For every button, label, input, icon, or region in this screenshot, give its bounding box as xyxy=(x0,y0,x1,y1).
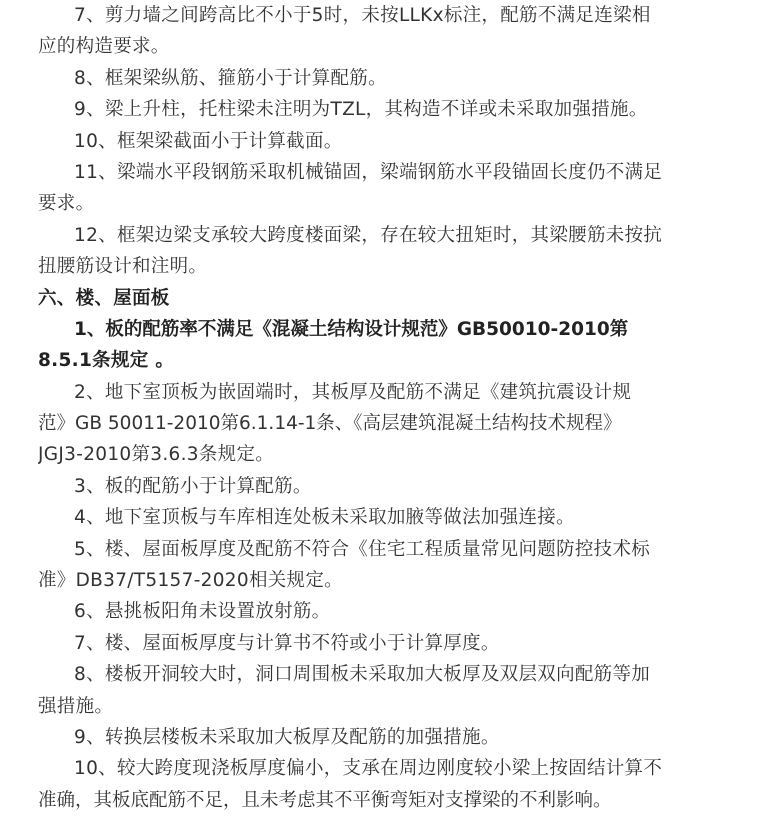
text-line-5: 10、框架梁截面小于计算截面。 xyxy=(74,130,343,152)
text-line-4: 9、梁上升柱，托柱梁未注明为TZL，其构造不详或未采取加强措施。 xyxy=(74,99,648,121)
text-line-14: 范》GB 50011-2010第6.1.14-1条、《高层建筑混凝土结构技术规程》 xyxy=(38,413,622,435)
text-line-11: 1、板的配筋率不满足《混凝土结构设计规范》GB50010-2010第 xyxy=(74,318,629,340)
text-line-17: 4、地下室顶板与车库相连处板未采取加腋等做法加强连接。 xyxy=(74,507,575,529)
text-line-6: 11、梁端水平段钢筋采取机械锚固，梁端钢筋水平段锚固长度仍不满足 xyxy=(74,161,663,183)
text-line-3: 8、框架梁纵筋、箍筋小于计算配筋。 xyxy=(74,67,387,89)
text-line-15: JGJ3-2010第3.6.3条规定。 xyxy=(38,444,275,466)
document-body xyxy=(38,0,720,816)
text-line-18: 5、楼、屋面板厚度及配筋不符合《住宅工程质量常见问题防控技术标 xyxy=(74,538,651,560)
text-line-20: 6、悬挑板阳角未设置放射筋。 xyxy=(74,601,331,623)
text-line-25: 10、较大跨度现浇板厚度偏小，支承在周边刚度较小梁上按固结计算不 xyxy=(74,758,663,780)
text-line-12: 8.5.1条规定 。 xyxy=(38,350,175,372)
text-line-22: 8、楼板开洞较大时，洞口周围板未采取加大板厚及双层双向配筋等加 xyxy=(74,664,651,686)
text-line-7: 要求。 xyxy=(38,193,95,215)
text-line-16: 3、板的配筋小于计算配筋。 xyxy=(74,475,312,497)
text-line-2: 应的构造要求。 xyxy=(38,36,170,58)
text-line-13: 2、地下室顶板为嵌固端时，其板厚及配筋不满足《建筑抗震设计规 xyxy=(74,381,632,403)
text-line-21: 7、楼、屋面板厚度与计算书不符或小于计算厚度。 xyxy=(74,632,500,654)
text-line-26: 准确，其板底配筋不足，且未考虑其不平衡弯矩对支撑梁的不利影响。 xyxy=(38,789,612,811)
text-line-23: 强措施。 xyxy=(38,695,114,717)
text-line-1: 7、剪力墙之间跨高比不小于5时，未按LLKx标注，配筋不满足连梁相 xyxy=(74,5,651,26)
text-line-24: 9、转换层楼板未采取加大板厚及配筋的加强措施。 xyxy=(74,726,500,748)
text-line-19: 准》DB37/T5157-2020相关规定。 xyxy=(38,570,343,592)
section-heading: 六、楼、屋面板 xyxy=(38,287,170,309)
text-line-8: 12、框架边梁支承较大跨度楼面梁，存在较大扭矩时，其梁腰筋未按抗 xyxy=(74,224,663,246)
text-line-9: 扭腰筋设计和注明。 xyxy=(38,256,208,278)
